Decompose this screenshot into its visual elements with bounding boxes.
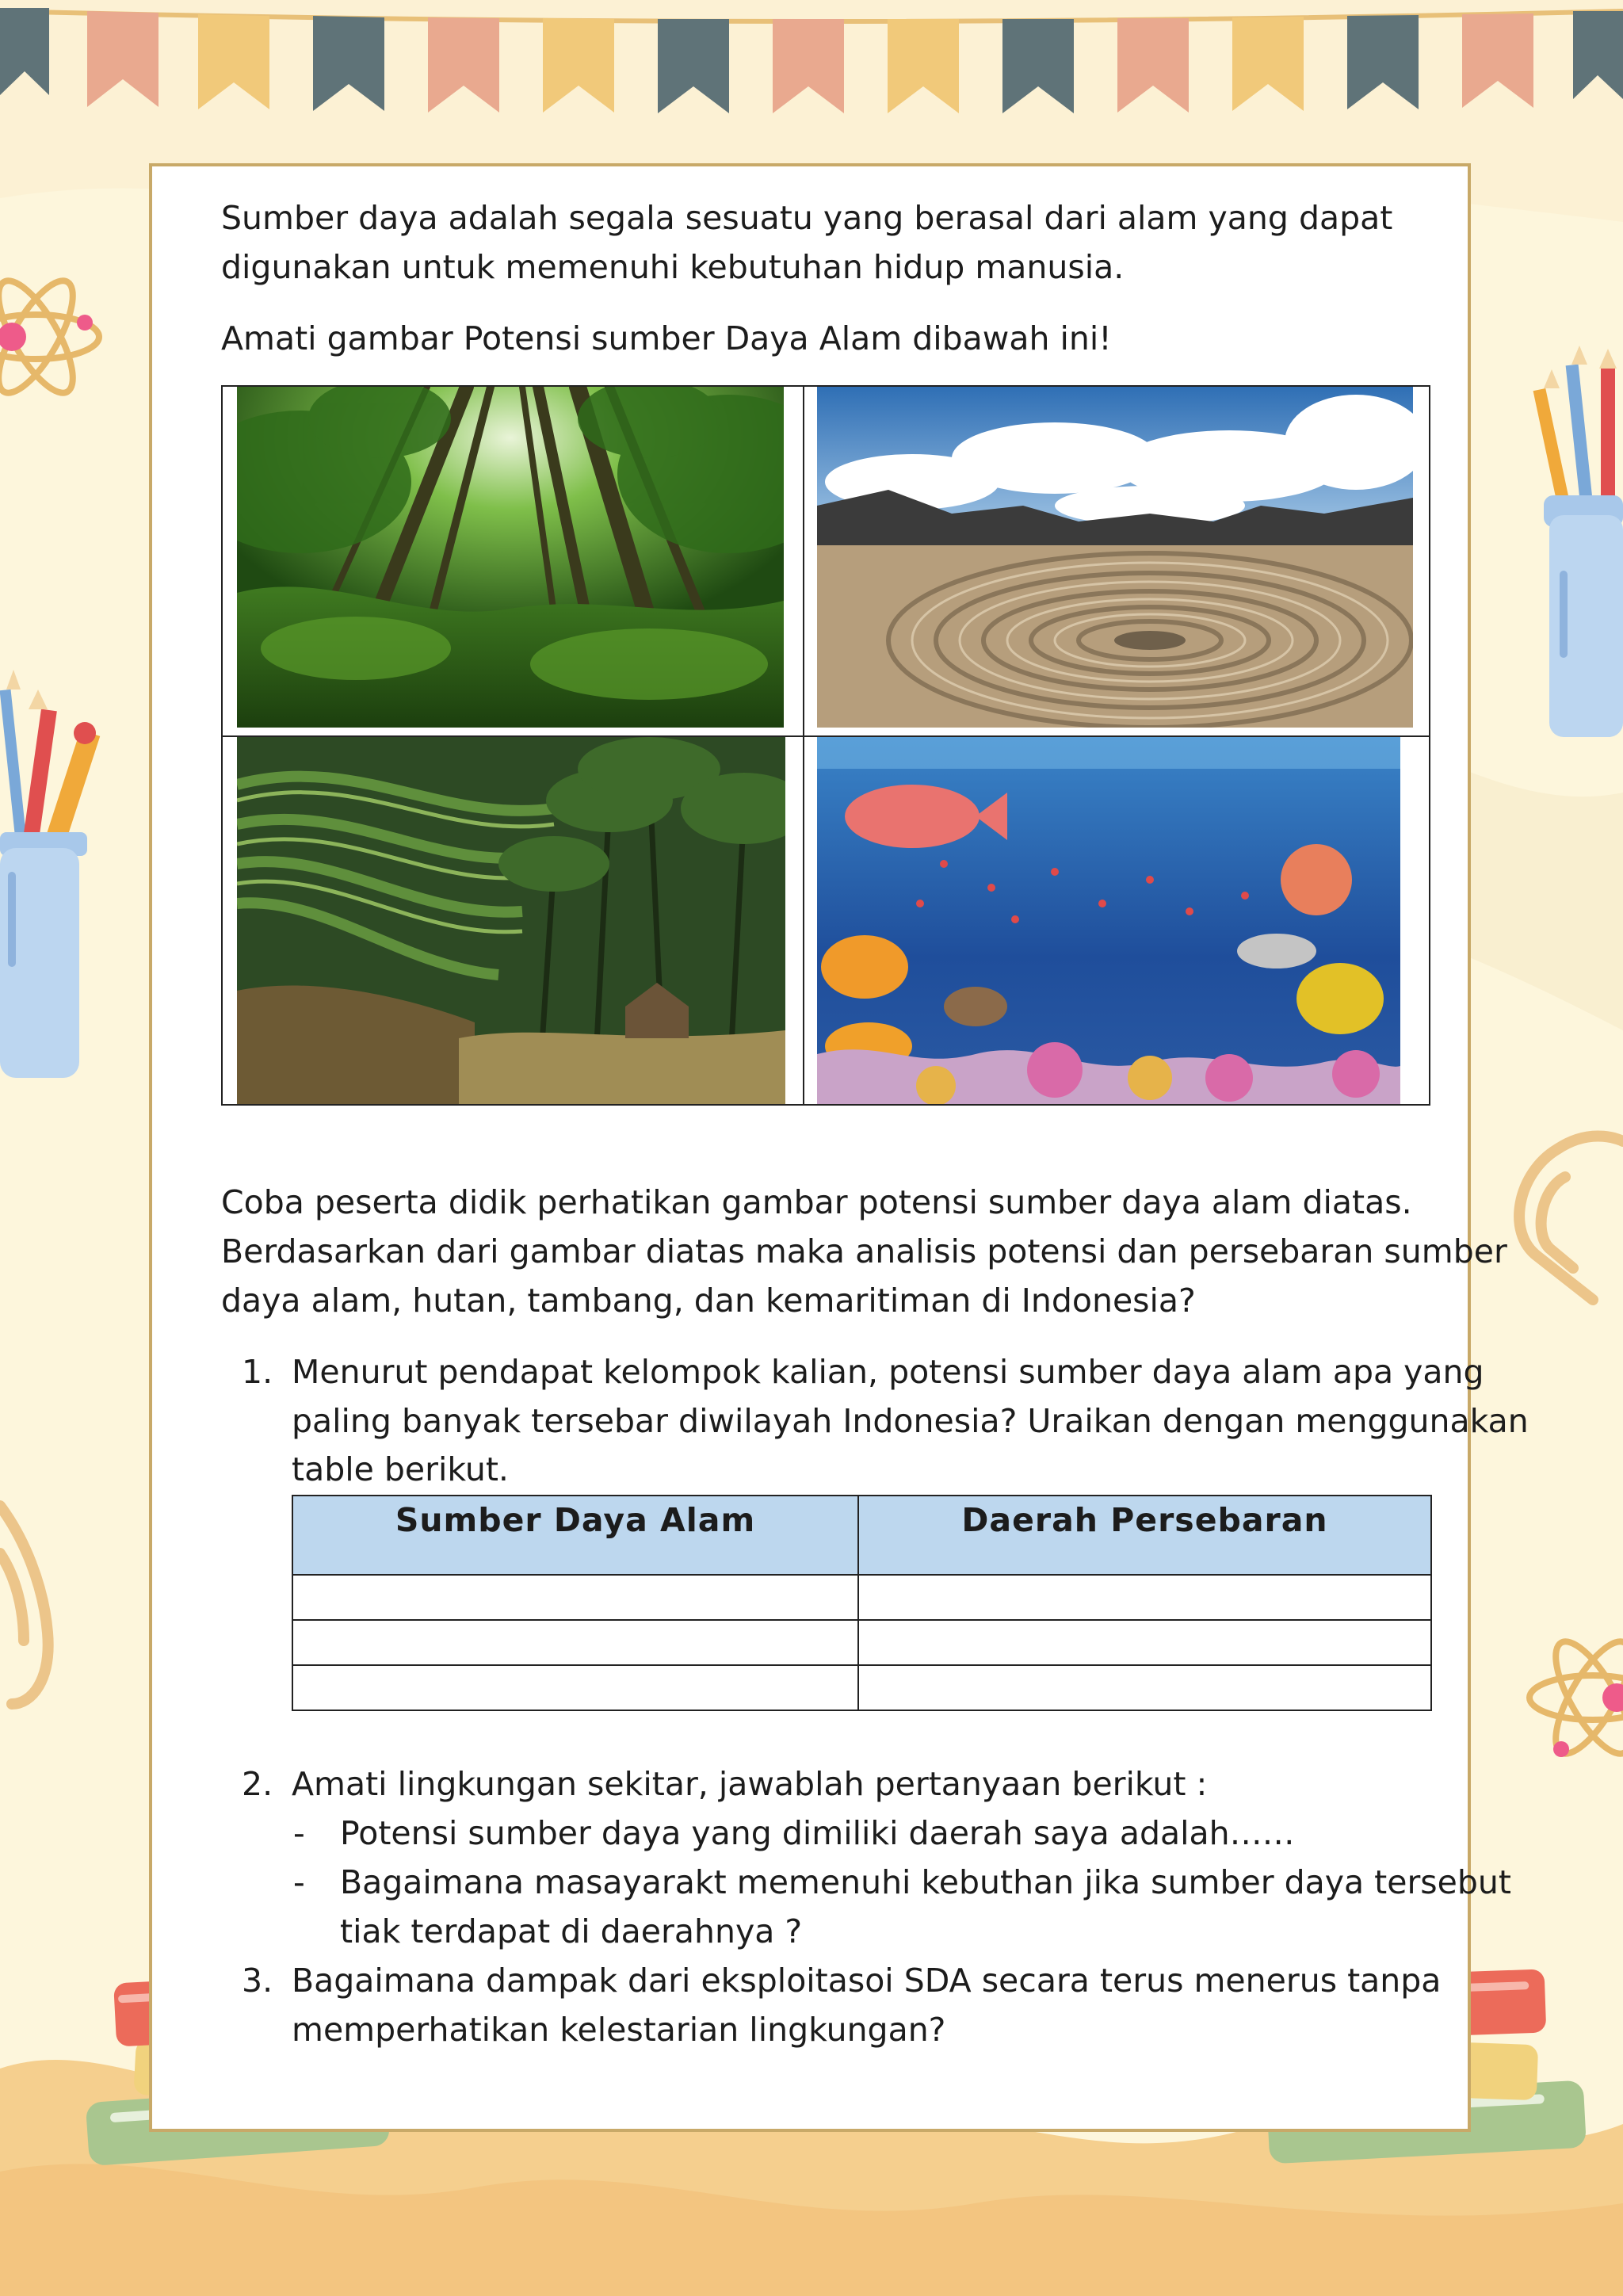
question-1-line-1: Menurut pendapat kelompok kalian, potensi sumber daya alam apa yang — [292, 1353, 1484, 1391]
open-pit-mine-photo — [817, 387, 1413, 728]
paperclip-icon-right — [1519, 1136, 1623, 1300]
analysis-line-1: Coba peserta didik perhatikan gambar potensi sumber daya alam diatas. — [221, 1183, 1412, 1221]
table-row — [292, 1575, 1431, 1620]
table-cell[interactable] — [858, 1665, 1431, 1710]
atom-icon-right — [1529, 1632, 1623, 1764]
atom-icon-left — [0, 271, 99, 403]
table-cell[interactable] — [292, 1620, 858, 1665]
question-2-bullet-2-line-2: tiak terdapat di daerahnya ? — [340, 1912, 803, 1950]
table-row — [292, 1665, 1431, 1710]
coral-reef-photo — [817, 737, 1400, 1104]
table-header-row — [292, 1496, 1431, 1575]
photo-grid — [221, 385, 1430, 1106]
table-cell[interactable] — [292, 1665, 858, 1710]
table-header-sumber-daya-alam: Sumber Daya Alam — [292, 1496, 858, 1575]
table-header-daerah-persebaran: Daerah Persebaran — [858, 1496, 1431, 1575]
rice-terraces-photo — [237, 737, 785, 1104]
table-row — [292, 1620, 1431, 1665]
paperclip-icon-left — [0, 1506, 48, 1704]
question-2-bullet-1: Potensi sumber daya yang dimiliki daerah saya adalah…… — [340, 1814, 1295, 1852]
question-3-number: 3. — [242, 1962, 273, 2000]
question-2-line-1: Amati lingkungan sekitar, jawablah pertanyaan berikut : — [292, 1765, 1208, 1803]
bullet-dash: - — [293, 1863, 305, 1901]
question-2-bullet-2-line-1: Bagaimana masayarakt memenuhi kebuthan jika sumber daya tersebut — [340, 1863, 1511, 1901]
question-1-line-2: paling banyak tersebar diwilayah Indonesia? Uraikan dengan menggunakan — [292, 1402, 1529, 1440]
analysis-line-3: daya alam, hutan, tambang, dan kemaritiman di Indonesia? — [221, 1282, 1196, 1320]
table-cell[interactable] — [858, 1620, 1431, 1665]
question-1-line-3: table berikut. — [292, 1450, 509, 1488]
instruction-text: Amati gambar Potensi sumber Daya Alam dibawah ini! — [221, 319, 1112, 357]
question-3-line-2: memperhatikan kelestarian lingkungan? — [292, 2011, 946, 2049]
pencil-cup-icon-right — [1533, 346, 1623, 737]
intro-line-1: Sumber daya adalah segala sesuatu yang berasal dari alam yang dapat — [221, 199, 1393, 237]
bullet-dash: - — [293, 1814, 305, 1852]
question-3-line-1: Bagaimana dampak dari eksploitasoi SDA secara terus menerus tanpa — [292, 1962, 1442, 2000]
intro-line-2: digunakan untuk memenuhi kebutuhan hidup manusia. — [221, 248, 1125, 286]
analysis-line-2: Berdasarkan dari gambar diatas maka analisis potensi dan persebaran sumber — [221, 1232, 1507, 1270]
answer-table — [292, 1495, 1432, 1711]
pencil-cup-icon-left — [0, 670, 100, 1078]
question-1-number: 1. — [242, 1353, 273, 1391]
question-2-number: 2. — [242, 1765, 273, 1803]
table-cell[interactable] — [858, 1575, 1431, 1620]
table-cell[interactable] — [292, 1575, 858, 1620]
forest-photo — [237, 387, 784, 728]
grid-divider-vertical — [803, 387, 804, 1104]
